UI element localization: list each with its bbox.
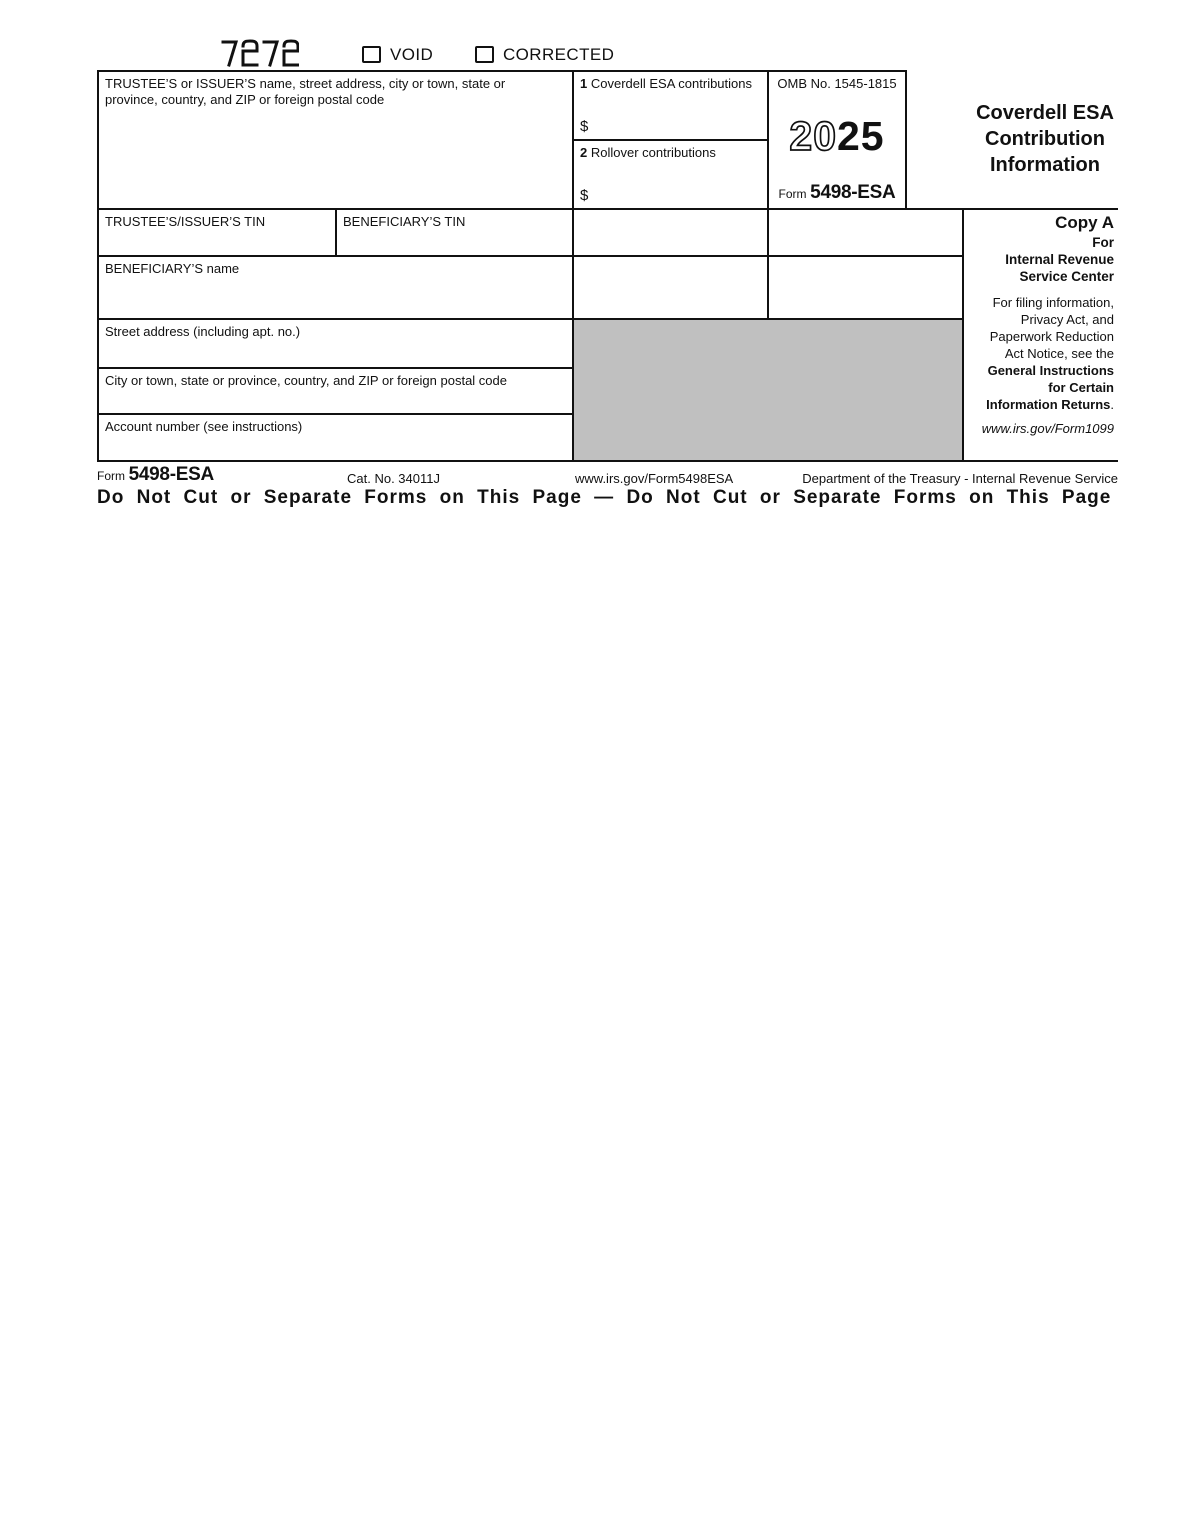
ocr-digits-icon xyxy=(221,39,299,67)
copy-a-info-line2: Privacy Act, and xyxy=(1020,312,1114,327)
copy-a-bold-line1: General Instructions xyxy=(987,363,1114,378)
omb-number: OMB No. 1545-1815 xyxy=(777,76,897,91)
omb-year-box xyxy=(767,70,907,208)
void-checkbox[interactable] xyxy=(362,46,381,63)
beneficiary-name-field[interactable] xyxy=(97,255,572,318)
account-number-label: Account number (see instructions) xyxy=(105,419,303,434)
void-label: VOID xyxy=(390,45,434,64)
blank-entry-box-row1-right[interactable] xyxy=(767,208,962,255)
corrected-checkbox[interactable] xyxy=(475,46,494,63)
box1-number: 1 xyxy=(580,76,588,91)
account-number-field[interactable] xyxy=(97,413,572,462)
copy-a-for-line3: Service Center xyxy=(1019,269,1114,284)
box1-label: Coverdell ESA contributions xyxy=(590,76,753,91)
copy-a-title: Copy A xyxy=(1055,213,1114,232)
copy-a-spacer xyxy=(966,285,1114,294)
copy-a-info-line3: Paperwork Reduction xyxy=(989,329,1114,344)
copy-a-info-line4: Act Notice, see the xyxy=(1004,346,1114,361)
blank-entry-box-row2-left[interactable] xyxy=(572,255,767,318)
form-code-7272 xyxy=(221,39,299,72)
blank-entry-box-row2-right[interactable] xyxy=(767,255,962,318)
tax-year-outline-digits: 20 xyxy=(789,112,837,159)
page-title-line1: Coverdell ESA xyxy=(976,102,1114,124)
copy-a-column xyxy=(962,208,1118,462)
trustee-issuer-name-field[interactable] xyxy=(97,70,572,208)
trustee-issuer-tin-label: TRUSTEE’S/ISSUER’S TIN xyxy=(105,214,266,229)
copy-a-bold-tail-line xyxy=(966,396,1114,413)
form-id xyxy=(779,181,896,204)
street-address-field[interactable] xyxy=(97,318,572,367)
box2-rollover-contributions-field[interactable] xyxy=(572,139,767,208)
beneficiary-name-label: BENEFICIARY’S name xyxy=(105,261,240,276)
trustee-issuer-name-label: TRUSTEE’S or ISSUER’S name, street address, city or town, state or province, country, and ZIP or foreign postal code xyxy=(105,76,506,107)
tax-year xyxy=(789,112,885,159)
footer-form-id xyxy=(97,464,214,486)
corrected-label: CORRECTED xyxy=(503,45,615,64)
footer-row xyxy=(97,466,1118,487)
box2-label: Rollover contributions xyxy=(590,145,716,160)
city-state-zip-label: City or town, state or province, country, and ZIP or foreign postal code xyxy=(105,373,507,388)
beneficiary-tin-field[interactable] xyxy=(335,208,572,255)
box1-coverdell-contributions-field[interactable] xyxy=(572,70,767,139)
copy-a-url: www.irs.gov/Form1099 xyxy=(981,421,1114,436)
copy-a-for-line1: For xyxy=(1092,235,1114,250)
copy-a-bold-line2: for Certain xyxy=(1048,380,1114,395)
footer-irs-url: www.irs.gov/Form5498ESA xyxy=(575,471,734,486)
box1-dollar-sign: $ xyxy=(580,117,589,135)
street-address-label: Street address (including apt. no.) xyxy=(105,324,301,339)
page-title xyxy=(945,100,1145,178)
copy-a-for-line2: Internal Revenue xyxy=(1005,252,1114,267)
page-title-line2: Contribution xyxy=(985,128,1105,150)
copy-a-tail-period: . xyxy=(1110,397,1114,412)
copy-a-info-line1: For filing information, xyxy=(992,295,1114,310)
trustee-issuer-tin-field[interactable] xyxy=(97,208,335,255)
box2-label-line xyxy=(580,145,761,161)
do-not-cut-warning: Do Not Cut or Separate Forms on This Page — Do Not Cut or Separate Forms on This Page xyxy=(97,487,1112,508)
tax-year-solid-digits: 25 xyxy=(837,112,885,159)
shaded-nonentry-area xyxy=(572,318,962,462)
copy-a-bold-tail: Information Returns xyxy=(986,397,1111,412)
box2-dollar-sign: $ xyxy=(580,186,589,204)
city-state-zip-field[interactable] xyxy=(97,367,572,413)
page-title-line3: Information xyxy=(990,154,1100,176)
form-id-prefix: Form xyxy=(778,186,807,201)
footer-form-number: 5498-ESA xyxy=(128,464,214,485)
footer-catalog-number: Cat. No. 34011J xyxy=(347,471,440,486)
blank-entry-box-row1-left[interactable] xyxy=(572,208,767,255)
footer-department: Department of the Treasury - Internal Revenue Service xyxy=(802,471,1118,486)
box1-label-line xyxy=(580,76,761,92)
footer-form-prefix: Form xyxy=(97,469,125,483)
box2-number: 2 xyxy=(580,145,588,160)
form-id-number: 5498-ESA xyxy=(810,181,896,203)
beneficiary-tin-label: BENEFICIARY’S TIN xyxy=(343,214,466,229)
